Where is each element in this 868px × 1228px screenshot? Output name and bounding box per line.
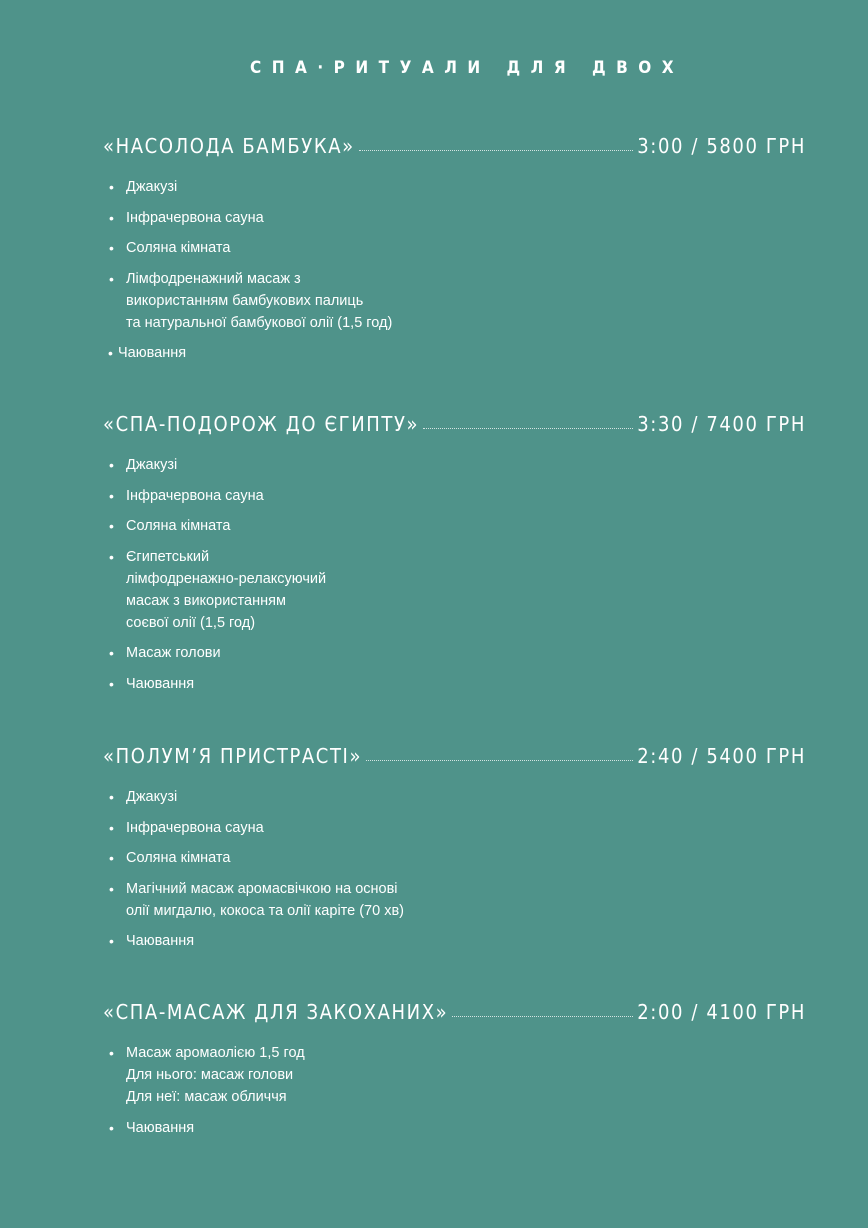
bullet-icon: • <box>109 518 114 534</box>
bullet-icon: • <box>109 789 114 805</box>
spa-ritual-section <box>103 1000 806 1147</box>
list-item: • Масаж голови <box>103 642 806 664</box>
list-item: • Джакузі <box>103 786 806 808</box>
spa-ritual-section <box>103 412 806 703</box>
list-item: • Лімфодренажний масаж з використанням бамбукових палиць та натуральної бамбукової олії (1,5 год) <box>103 268 806 334</box>
bullet-icon: • <box>109 933 114 949</box>
bullet-icon: • <box>109 645 114 661</box>
dotted-leader <box>452 1015 633 1017</box>
page-title: СПА·РИТУАЛИ ДЛЯ ДВОХ <box>249 58 685 78</box>
bullet-icon: • <box>109 1045 114 1061</box>
bullet-icon: • <box>109 1119 114 1136</box>
list-item: • Джакузі <box>103 454 806 476</box>
dotted-leader <box>359 149 634 151</box>
ritual-items-list <box>103 786 806 952</box>
list-item: • Магічний масаж аромасвічкою на основі олії мигдалю, кокоса та олії каріте (70 хв) <box>103 878 806 922</box>
list-item: • Чаювання <box>103 1117 806 1139</box>
bullet-icon: • <box>109 548 114 565</box>
ritual-name: «СПА-МАСАЖ ДЛЯ ЗАКОХАНИХ» <box>103 1000 449 1024</box>
ritual-header <box>103 744 806 768</box>
ritual-price: 2:40 / 5400 ГРН <box>637 744 806 768</box>
ritual-header <box>103 1000 806 1024</box>
bullet-icon: • <box>109 270 114 287</box>
list-item: • Чаювання <box>103 342 806 364</box>
bullet-icon: • <box>109 675 114 692</box>
ritual-items-list <box>103 176 806 364</box>
bullet-icon: • <box>109 179 114 195</box>
list-item: • Соляна кімната <box>103 847 806 869</box>
bullet-icon: • <box>109 487 114 504</box>
ritual-name: «СПА-ПОДОРОЖ ДО ЄГИПТУ» <box>103 412 420 436</box>
bullet-icon: • <box>109 819 114 836</box>
ritual-items-list <box>103 454 806 695</box>
spa-ritual-section <box>103 744 806 961</box>
ritual-name: «НАСОЛОДА БАМБУКА» <box>103 134 355 158</box>
ritual-price: 2:00 / 4100 ГРН <box>637 1000 806 1024</box>
list-item: • Інфрачервона сауна <box>103 817 806 839</box>
spa-ritual-section <box>103 134 806 373</box>
list-item: • Чаювання <box>103 673 806 695</box>
bullet-icon: • <box>109 880 114 897</box>
dotted-leader <box>423 427 633 429</box>
list-item: • Джакузі <box>103 176 806 198</box>
dotted-leader <box>366 759 633 761</box>
ritual-price: 3:00 / 5800 ГРН <box>637 134 806 158</box>
list-item: • Чаювання <box>103 930 806 952</box>
ritual-header <box>103 134 806 158</box>
ritual-header <box>103 412 806 436</box>
ritual-price: 3:30 / 7400 ГРН <box>637 412 806 436</box>
bullet-icon: • <box>109 240 114 256</box>
bullet-icon: • <box>109 457 114 473</box>
bullet-icon: • <box>109 850 114 866</box>
ritual-name: «ПОЛУМ’Я ПРИСТРАСТІ» <box>103 744 363 768</box>
bullet-icon: • <box>108 345 113 361</box>
list-item: • Соляна кімната <box>103 237 806 259</box>
bullet-icon: • <box>109 209 114 226</box>
list-item: • Масаж аромаолією 1,5 год Для нього: масаж голови Для неї: масаж обличчя <box>103 1042 806 1108</box>
list-item: • Єгипетський лімфодренажно-релаксуючий масаж з використанням соєвої олії (1,5 год) <box>103 546 806 634</box>
list-item: • Соляна кімната <box>103 515 806 537</box>
list-item: • Інфрачервона сауна <box>103 485 806 507</box>
list-item: • Інфрачервона сауна <box>103 207 806 229</box>
ritual-items-list <box>103 1042 806 1139</box>
